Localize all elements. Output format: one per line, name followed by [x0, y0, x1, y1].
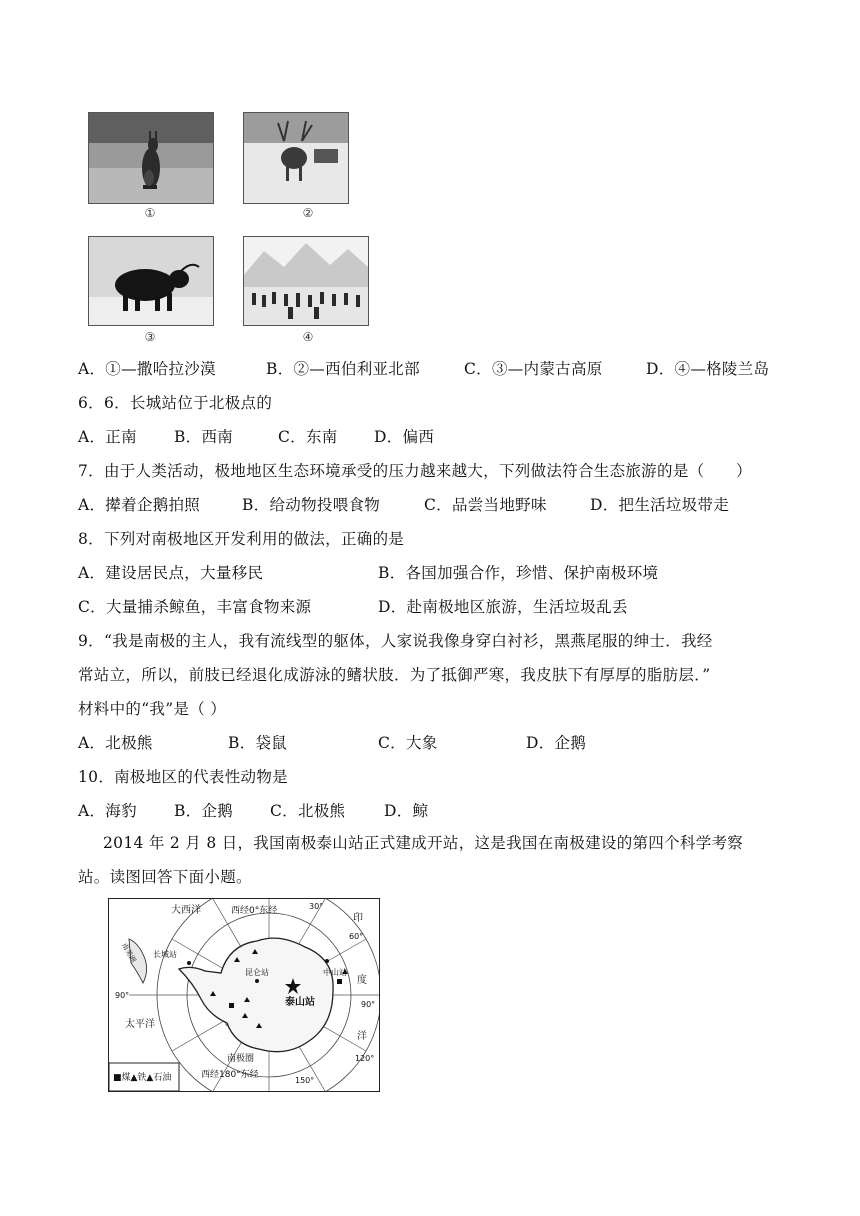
option-c: C．大象 — [378, 734, 438, 752]
map-label-30: 30° — [309, 902, 324, 911]
map-label-great-wall: 长城站 — [153, 950, 177, 959]
question-8-options-row2 — [78, 596, 628, 618]
question-6-options — [78, 426, 434, 448]
map-label-zhongshan: 中山站 — [323, 968, 347, 977]
option-d: D．把生活垃圾带走 — [590, 496, 730, 514]
question-9-line1: 9．“我是南极的主人，我有流线型的躯体，人家说我像身穿白衬衫，黑燕尾服的绅士．我经 — [78, 632, 713, 650]
map-label-south-america: 南美洲 — [120, 941, 138, 964]
option-a: A．撵着企鹅拍照 — [78, 496, 201, 514]
map-label-taishan: 泰山站 — [285, 997, 315, 1008]
option-d: D．偏西 — [374, 428, 435, 446]
passage-line1: 2014 年 2 月 8 日，我国南极泰山站正式建成开站，这是我国在南极建设的第四个科学考察 — [103, 834, 744, 852]
map-label-meridian-top: 西经0°东经 — [231, 906, 278, 916]
photo-caption-2: ② — [302, 206, 314, 220]
option-b: B．给动物投喂食物 — [242, 496, 381, 514]
map-label-meridian-bottom: 西经180°东经 — [201, 1070, 259, 1080]
option-b: B．西南 — [174, 428, 234, 446]
option-d: D．④—格陵兰岛 — [646, 360, 770, 378]
map-label-60: 60° — [349, 932, 364, 941]
option-c: C．品尝当地野味 — [424, 496, 547, 514]
map-label-90-right: 90° — [361, 1000, 376, 1009]
passage-line2: 站。读图回答下面小题。 — [78, 868, 252, 886]
map-label-indian-3: 洋 — [357, 1031, 367, 1042]
question-8-stem: 8．下列对南极地区开发利用的做法，正确的是 — [78, 530, 405, 548]
photo-caption-1: ① — [144, 206, 156, 220]
map-label-90-left: 90° — [115, 991, 130, 1000]
map-label-kunlun: 昆仑站 — [245, 968, 269, 977]
map-legend: ■煤▲铁▲石油 — [113, 1073, 172, 1083]
question-7-stem: 7．由于人类活动，极地地区生态环境承受的压力越来越大，下列做法符合生态旅游的是（ ） — [78, 462, 752, 480]
photo-reindeer — [243, 112, 349, 204]
question-6-stem: 6．6．长城站位于北极点的 — [78, 394, 273, 412]
option-a: A．①—撒哈拉沙漠 — [78, 360, 216, 378]
option-b: B．各国加强合作，珍惜、保护南极环境 — [378, 564, 659, 582]
question-9-line3: 材料中的“我”是（ ） — [78, 700, 227, 718]
photo-caption-3: ③ — [144, 330, 156, 344]
option-d: D．赴南极地区旅游，生活垃圾乱丢 — [378, 598, 628, 616]
photo-kangaroo — [88, 112, 214, 204]
question-9-line2: 常站立，所以，前肢已经退化成游泳的鳍状肢．为了抵御严寒，我皮肤下有厚厚的脂肪层．” — [78, 666, 711, 684]
map-label-indian-2: 度 — [357, 975, 367, 986]
question-8-options-row1 — [78, 562, 658, 584]
option-a: A．正南 — [78, 428, 137, 446]
question-9-options — [78, 732, 586, 754]
map-label-120: 120° — [355, 1054, 375, 1063]
photo-penguins — [243, 236, 369, 326]
map-label-atlantic: 大西洋 — [171, 905, 201, 916]
option-c: C．东南 — [278, 428, 338, 446]
option-b: B．②—西伯利亚北部 — [266, 360, 420, 378]
q5-options — [78, 358, 769, 380]
option-c: C．大量捕杀鲸鱼，丰富食物来源 — [78, 598, 312, 616]
option-b: B．袋鼠 — [228, 734, 288, 752]
photo-caption-4: ④ — [302, 330, 314, 344]
option-a: A．建设居民点，大量移民 — [78, 564, 264, 582]
antarctica-map — [108, 898, 380, 1092]
map-label-150: 150° — [295, 1076, 315, 1085]
option-c: C．北极熊 — [270, 802, 346, 820]
photo-yak — [88, 236, 214, 326]
map-label-pacific: 太平洋 — [125, 1019, 155, 1030]
question-10-stem: 10．南极地区的代表性动物是 — [78, 768, 288, 786]
option-b: B．企鹅 — [174, 802, 234, 820]
map-label-south-pole: 南极圈 — [227, 1054, 255, 1064]
option-d: D．鲸 — [384, 802, 429, 820]
option-a: A．海豹 — [78, 802, 137, 820]
map-label-indian-1: 印 — [353, 913, 363, 924]
option-c: C．③—内蒙古高原 — [464, 360, 603, 378]
question-7-options — [78, 494, 729, 516]
question-10-options — [78, 800, 428, 822]
option-a: A．北极熊 — [78, 734, 153, 752]
option-d: D．企鹅 — [526, 734, 587, 752]
